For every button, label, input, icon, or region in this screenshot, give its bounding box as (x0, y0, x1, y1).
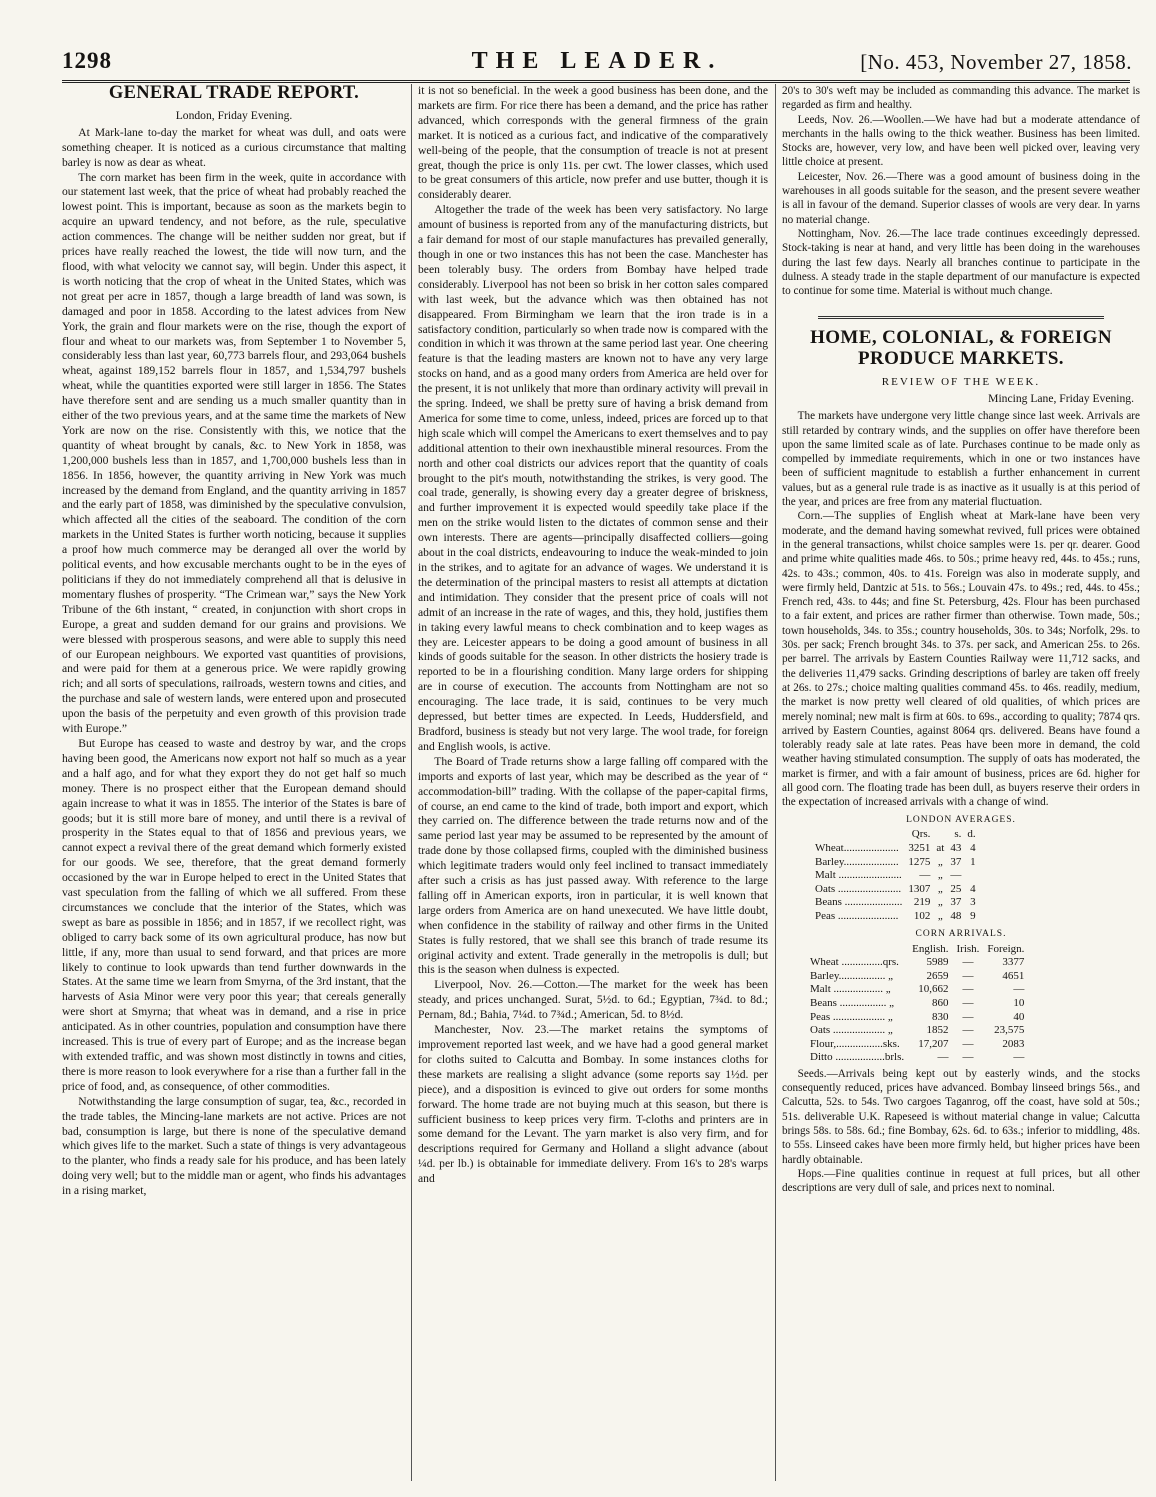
arrivals-heading: CORN ARRIVALS. (915, 928, 1007, 939)
paragraph: Seeds.—Arrivals being kept out by easterly winds, and the stocks consequently reduced, prices have advanced. Bombay linseed brings 56s., and Calcutta, 52s. to 54s. Two cargoes Taganrog, off the coast, have sold at 50s.; 51s. deliverable U.K. Rapeseed is without material change in value; Calcutta brings 58s. to 58s. 6d.; fine Bombay, 62s. 6d. to 63s.; inferior to middling, 48s. to 55s. Linseed cakes have been more firmly held, but higher prices have been hardly obtainable. (782, 1067, 1140, 1166)
issue-line: [No. 453, November 27, 1858. (860, 50, 1132, 74)
column-header: Qrs. (911, 828, 931, 841)
table-row: Wheat.................... 3251 at 43 4 (815, 842, 976, 855)
column-divider (775, 84, 776, 1481)
page-number: 1298 (62, 48, 112, 73)
paragraph: Manchester, Nov. 23.—The market retains the symptoms of improvement reported last week, and we have had a good general market for cloths suited to Calcutta and Bombay. In some instances cloths for these markets are realising a slight advance (some reports say 1½d. per piece), and a disposition is evinced to give out orders for some months forward. The home trade are not buying much at this season, but there is sufficient business to keep prices very firm. T-cloths and printers are in some demand for the Levant. The yarn market is also very firm, and for descriptions required for Germany and Holland a slight advance (about ¼d. per lb.) is obtainable for immediate delivery. From 16's to 28's warps and (418, 1023, 768, 1186)
paragraph: Leeds, Nov. 26.—Woollen.—We have had but a moderate attendance of merchants in the halls owing to the thick weather. Business has been limited. Stocks are, however, very low, and have been well picked over, leaving very little choice at present. (782, 113, 1140, 169)
section-divider (818, 316, 1104, 319)
newspaper-title: THE LEADER. (471, 48, 723, 74)
column-divider (411, 84, 412, 1481)
column-header: English. (912, 942, 949, 955)
column-1 (62, 84, 406, 1487)
paragraph: At Mark-lane to-day the market for wheat was dull, and oats were something cheaper. It is noticed as a curious circumstance that malting barley is now as dear as wheat. (62, 125, 406, 169)
table-row: Oats ................... „ 1852 — 23,575 (810, 1024, 1025, 1037)
paragraph: Altogether the trade of the week has been very satisfactory. No large amount of business is reported from any of the manufacturing districts, but a fair demand for most of our staple manufactures has prevailed generally, though in one or two instances this has not been the case. Manchester has been tolerably busy. The orders from Bombay have helped trade considerably. Liverpool has not been so brisk in her cotton sales compared with last week, but the advance which was then obtained has not disappeared. From Birmingham we learn that the iron trade is in a satisfactory condition, particularly so when trade now is compared with the condition in which it was thrown at the same period last year. One cheering feature is that the leading masters are known not to have any very large stocks on hand, and as a good many orders from America are held over for the present, it is not unlikely that more than ordinary activity will prevail in the spring. Indeed, we shall be pretty sure of having a brisk demand from America for some time to come, unless, indeed, prices are forced up to that high scale which will compel the Americans to exert themselves and to pay additional attention to their own inexhaustible mineral resources. From the north and other coal districts our advices report that the quantity of coals brought to the pit's mouth, notwithstanding the strikes, is very good. The coal trade, generally, is showing every day a greater degree of briskness, and further improvement it is expected would speedily take place if the men on the strike would listen to the dictates of common sense and their own interests. There are agents—principally disaffected colliers—going about in the coal districts, endeavouring to induce the weak-minded to join in the strikes, and to agitate for an advance of wages. We understand it is the determination of the principal masters to resist all attempts at dictation and intimidation. They consider that the present price of coals will not admit of an increase in the rate of wages, and this, they hold, justifies them in taking every lawful means to check combination and to keep wages as they are. Leicester appears to be doing a good amount of business in all kinds of goods suitable for the season. In other districts the hosiery trade is reported to be in a flourishing condition. Many large orders for shipping are in course of execution. The accounts from Nottingham are not so encouraging. The lace trade, it is said, continues to be very much depressed, but better times are expected. In Leeds, Huddersfield, and Bradford, business is steady but not very large. The wool trade, for foreign and English wools, is active. (418, 203, 768, 753)
table-row: Oats ....................... 1307 „ 25 4 (815, 882, 976, 895)
table-row: Barley.................... 1275 „ 37 1 (815, 855, 976, 868)
dateline: London, Friday Evening. (175, 108, 293, 122)
markets-subtitle: REVIEW OF THE WEEK. (881, 376, 1041, 389)
page-header (62, 48, 1132, 78)
column-header: Irish. (956, 942, 980, 955)
corn-arrivals-table (806, 943, 1028, 1065)
table-row: Malt .................. „ 10,662 — — (810, 983, 1025, 996)
table-row: Peas ...................... 102 „ 48 9 (815, 910, 976, 923)
averages-heading: LONDON AVERAGES. (906, 814, 1016, 825)
paragraph: The corn market has been firm in the week, quite in accordance with our statement last week, that the price of wheat had probably reached the lowest point. This is important, because as soon as the markets begin to acquire an upward tendency, and not before, as the rule, speculative action commences. The change will be neither sudden nor great, but if prices have really reached the lowest, the tide will now turn, and the flood, with what velocity we cannot say, will begin. Under this aspect, it is worth noticing that the crop of wheat in the United States, which was not great per acre in 1857, though a large breadth of land was sown, is damaged and poor in 1858. According to the latest advices from New York, the grain and flour markets were on the rise, though the export of flour and wheat to our markets was, from September 1 to November 5, considerably less than last year, 60,773 barrels flour, and 293,064 bushels wheat, against 189,152 barrels flour in 1857, and 1,534,797 bushels wheat, while the quantities exported were still larger in 1856. The States have therefore sent and are sending us a much smaller quantity than in either of the two previous years, and at the same time the markets of New York are now on the rise. Consistently with this, we notice that the quantity of wheat brought by canals, &c. to New York in 1858, was 1,200,000 bushels less than in 1857, and 1,700,000 bushels less than in 1856. In 1856, however, the quantity arriving in New York was much increased by the demand from England, and the quantity arriving in 1857 and the early part of 1858, was diminished by the speculative convulsion, which affected all the cities of the seaboard. The condition of the corn markets in the United States is further worth noticing, because it supplies a proof how much commerce may be deranged all over the world by political events, and how excusable merchants ought to be in the eyes of politicians if they do not immediately comprehend all that is delusive in momentary flushes of prosperity. “The Crimean war,” says the New York Tribune of the 6th instant, “ created, in conjunction with short crops in Europe, a great and sudden demand for our grains and provisions. We were blessed with prosperous seasons, and were able to supply this need of our European neighbours. We exported vast quantities of provisions, and were paid for them at a generous price. We were rapidly growing rich; and all sorts of speculations, railroads, western towns and cities, and the purchase and sale of western lands, were entered upon and prosecuted upon the basis of the perpetuity and even growth of this provision trade with Europe.” (62, 170, 406, 736)
paragraph: Hops.—Fine qualities continue in request at full prices, but all other descriptions are very dull of sale, and prices next to nominal. (782, 1167, 1140, 1195)
column-header: d. (967, 828, 976, 841)
paragraph: 20's to 30's weft may be included as commanding this advance. The market is regarded as firm and healthy. (782, 85, 1140, 112)
paragraph: it is not so beneficial. In the week a good business has been done, and the markets are firm. For rice there has been a demand, and the price has rather advanced, which corresponds with the general firmness of the grain market. It is noticed as a curious fact, and indicative of the comparatively well-being of the people, that the consumption of treacle is not at present great, though the price is only 11s. per cwt. The lower classes, which used to be great consumers of this article, now prefer and use butter, though it is considerably dearer. (418, 84, 768, 202)
paragraph: But Europe has ceased to waste and destroy by war, and the crops having been good, the Americans now export not half so much as a year and a half ago, and for what they export they do not get half so much money. There is no prospect either that the European demand should again increase to what it was in 1855. The interior of the States is bare of goods; but it is still more bare of money, and until there is a revival of prosperity in the States equal to that of 1856 and previous years, we cannot expect a revival there of the great demand which formerly existed for our goods. We see, therefore, that the great demand formerly occasioned by the war in Europe helped to erect in the United States that vast speculation from the falling of which we all suffered. From these circumstances we conclude that the interior of the States, which was swept as bare as possible in 1856; and in 1857, if we recollect right, was obliged to carry back some of its own agricultural produce, has now but little, if any, more than usual to send forward, and that prices are more likely to continue to look upwards than tend further downwards in the States. At the same time we learn from Smyrna, of the 3rd instant, that the harvests of Asia Minor were very poor this year; that cereals generally were short at Smyrna; that wheat was in demand, and a rise in price anticipated. As in other countries, population and consumption have there increased. This is true of every part of Europe; and as the increase began with extended traffic, and was shown most distinctly in towns and cities, there is more reason to look everywhere for a rise than a further fall in the price of food, and, as consequence, of other commodities. (62, 736, 406, 1093)
column-header: Foreign. (987, 942, 1025, 955)
table-row: Wheat ...............qrs. 5989 — 3377 (810, 956, 1025, 969)
paragraph: Leicester, Nov. 26.—There was a good amount of business doing in the warehouses in all goods suitable for the season, and the present severe weather is all in favour of the demand. Superior classes of wools are very dear. In yarns no material change. (782, 170, 1140, 226)
paragraph: The Board of Trade returns show a large falling off compared with the imports and exports of last year, which may be described as the year of “ accommodation-bill” trading. With the collapse of the paper-capital firms, of course, an end came to the kind of trade, both import and export, which they carried on. The difference between the trade returns now and of the same period last year may be assumed to be represented by the amount of trade done by those collapsed firms, coupled with the diminished business which legitimate traders would only feel inclined to transact immediately after such a crisis as has just passed away. With reference to the large falling off in American exports, iron in particular, it is well known that large orders from America are on hand unexecuted. We have little doubt, when confidence in the stability of railway and other firms in the United States is fully restored, that we shall see this branch of trade resume its original activity and extent. Trade generally in the metropolis is dull; but this is the season when dulness is expected. (418, 754, 768, 977)
table-row: Beans ..................... 219 „ 37 3 (815, 896, 976, 909)
article-title: GENERAL TRADE REPORT. (108, 84, 360, 103)
table-row: Beans ................. „ 860 — 10 (810, 996, 1025, 1009)
paragraph: Notwithstanding the large consumption of sugar, tea, &c., recorded in the trade tables, the Mincing-lane markets are not active. Prices are not bad, consumption is large, but there is none of the speculative demand which gives life to the market. Such a state of things is very advantageous to the planter, who finds a ready sale for his produce, and has been lately doing very well; but to the middle man or agent, who finds his advantages in a rising market, (62, 1094, 406, 1198)
paragraph: The markets have undergone very little change since last week. Arrivals are still retarded by contrary winds, and the supplies on offer have therefore been upon the same limited scale as of late. Purchases continue to be made only as compelled by immediate requirements, which in one or two instances have been of sufficient magnitude to establish a further enhancement in current values, but as a general rule trade is as inactive as it usually is at this period of the year, and prices are free from any material fluctuation. (782, 410, 1140, 509)
table-row: Barley................. „ 2659 — 4651 (810, 969, 1025, 982)
table-header-row (812, 828, 979, 842)
paragraph: Corn.—The supplies of English wheat at Mark-lane have been very moderate, and the demand having somewhat revived, full prices were obtained in the general transactions, whilst choice samples were 1s. per qr. dearer. Good and prime white qualities made 46s. to 50s.; prime heavy red, 44s. to 45s.; runs, 42s. to 43s.; common, 40s. to 41s. Foreign was also in moderate supply, and were firmly held, Dantzic at 51s. to 56s.; Louvain 47s. to 49s.; red, 44s. to 45s.; French red, 43s. to 44s; and fine St. Petersburg, 42s. Flour has been purchased to a fair extent, and prices are rather firmer than otherwise. Town made, 50s.; town households, 34s. to 35s.; country households, 30s. to 34s; Norfolk, 29s. to 30s. per sack; French brought 34s. to 37s. per sack, and American 25s. to 26s. per barrel. The arrivals by Eastern Counties Railway were 11,712 sacks, and the deliveries 11,479 sacks. Grinding descriptions of barley are taken off freely at 26s. to 27s.; choice malting qualities command 45s. to 46s. readily, medium, the market is now pretty well cleared of old qualities, of which prices are merely nominal; new malt is firm at 60s. to 69s., according to quality; 7874 qrs. arrived by Eastern Counties, against 8064 qrs. delivered. Beans have found a tolerably ready sale at late rates. Peas have been more in demand, the cold weather having stimulated consumption. The supply of oats has moderated, the market is firmer, and with a fair amount of business, prices are 6d. higher for all good corn. The floating trade has been dull, as buyers reserve their orders in the expectation of increased arrivals with a change of wind. (782, 510, 1140, 809)
column-header: s. (954, 828, 962, 841)
paragraph: Liverpool, Nov. 26.—Cotton.—The market for the week has been steady, and prices unchanged. Surat, 5½d. to 6d.; Egyptian, 7¾d. to 8d.; Pernam, 8d.; Bahia, 7¼d. to 7¾d.; American, 5d. to 8½d. (418, 978, 768, 1022)
table-header-row (806, 943, 1028, 957)
london-averages-table (812, 828, 979, 923)
column-2 (418, 84, 768, 1487)
table-row: Malt ....................... — „ — (815, 869, 962, 882)
dateline: Mincing Lane, Friday Evening. (988, 392, 1134, 406)
column-3 (782, 84, 1140, 1487)
table-row: Ditto ..................brls. — — — (810, 1051, 1025, 1064)
table-row: Peas ................... „ 830 — 40 (810, 1010, 1025, 1023)
table-row: Flour,.................sks. 17,207 — 2083 (810, 1037, 1025, 1050)
markets-title: HOME, COLONIAL, & FOREIGN PRODUCE MARKETS. (810, 327, 1112, 370)
header-rule (62, 80, 1130, 83)
paragraph: Nottingham, Nov. 26.—The lace trade continues exceedingly depressed. Stock-taking is near at hand, and very little has been doing in the warehouses during the last few days. Nearly all branches continue to participate in the dulness. A steady trade in the staple department of our manufacture is expected to continue for some time. Material is without much change. (782, 227, 1140, 298)
